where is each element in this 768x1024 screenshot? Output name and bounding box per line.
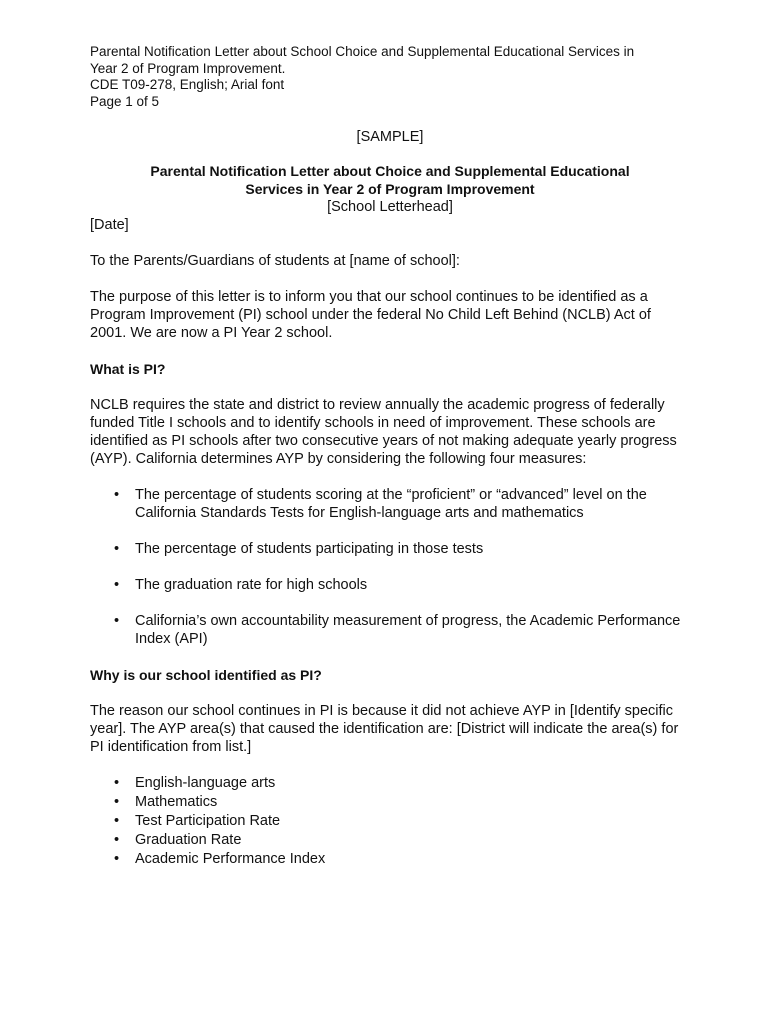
bullet-icon: • xyxy=(114,577,120,593)
ayp-measures-list xyxy=(90,486,690,648)
bullet-icon: • xyxy=(114,487,120,503)
salutation: To the Parents/Guardians of students at [name of school]: xyxy=(90,253,460,269)
list-item xyxy=(90,486,690,522)
bullet-icon: • xyxy=(114,813,120,829)
list-item xyxy=(90,793,690,811)
intro-paragraph: The purpose of this letter is to inform you that our school continues to be identified as a Program Improvement (PI) school under the federal No Child Left Behind (NCLB) Act of 2001. We are now a PI Year 2 school. xyxy=(90,289,651,341)
sample-label: [SAMPLE] xyxy=(356,129,424,145)
bullet-icon: • xyxy=(114,851,120,867)
list-item-text: Academic Performance Index xyxy=(135,851,326,867)
list-item-text: Test Participation Rate xyxy=(135,813,281,829)
section-body-what-is-pi: NCLB requires the state and district to review annually the academic progress of federally funded Title I schools and to identify schools in need of improvement. These schools are identified as PI schools after two consecutive years of not making adequate yearly progress (AYP). California determines AYP by considering the following four measures: xyxy=(90,397,677,467)
list-item xyxy=(90,612,690,648)
list-item-text: Graduation Rate xyxy=(135,832,242,848)
list-item-text: California’s own accountability measurement of progress, the Academic Performance Index (API) xyxy=(135,613,681,647)
header-line-4: Page 1 of 5 xyxy=(90,93,160,109)
bullet-icon: • xyxy=(114,794,120,810)
header-line-1: Parental Notification Letter about School Choice and Supplemental Educational Services in xyxy=(90,44,635,59)
document-header xyxy=(90,44,690,110)
section-body-why-identified: The reason our school continues in PI is because it did not achieve AYP in [Identify specific year]. The AYP area(s) that caused the identification are: [District will indicate the area(s) for PI identification from list.] xyxy=(90,703,679,755)
bullet-icon: • xyxy=(114,613,120,629)
list-item xyxy=(90,850,690,868)
bullet-icon: • xyxy=(114,775,120,791)
header-line-3: CDE T09-278, English; Arial font xyxy=(90,77,285,92)
list-item-text: The percentage of students participating in those tests xyxy=(135,541,484,557)
list-item-text: English-language arts xyxy=(135,775,276,791)
date-placeholder: [Date] xyxy=(90,217,129,233)
bullet-icon: • xyxy=(114,832,120,848)
header-line-2: Year 2 of Program Improvement. xyxy=(90,60,286,76)
list-item xyxy=(90,812,690,830)
letter-title-line-1: Parental Notification Letter about Choice and Supplemental Educational xyxy=(150,163,630,179)
list-item-text: The percentage of students scoring at the “proficient” or “advanced” level on the California Standards Tests for English-language arts and mathematics xyxy=(135,487,647,521)
list-item-text: Mathematics xyxy=(135,794,218,810)
letter-title-line-2: Services in Year 2 of Program Improvement xyxy=(245,181,535,197)
document-page xyxy=(90,44,690,868)
school-letterhead: [School Letterhead] xyxy=(327,199,453,215)
list-item xyxy=(90,576,690,594)
ayp-areas-list xyxy=(90,774,690,868)
list-item xyxy=(90,540,690,558)
section-heading-what-is-pi: What is PI? xyxy=(90,361,166,377)
section-heading-why-identified: Why is our school identified as PI? xyxy=(90,667,322,683)
letter-title xyxy=(90,162,690,198)
list-item-text: The graduation rate for high schools xyxy=(135,577,368,593)
list-item xyxy=(90,831,690,849)
bullet-icon: • xyxy=(114,541,120,557)
list-item xyxy=(90,774,690,792)
